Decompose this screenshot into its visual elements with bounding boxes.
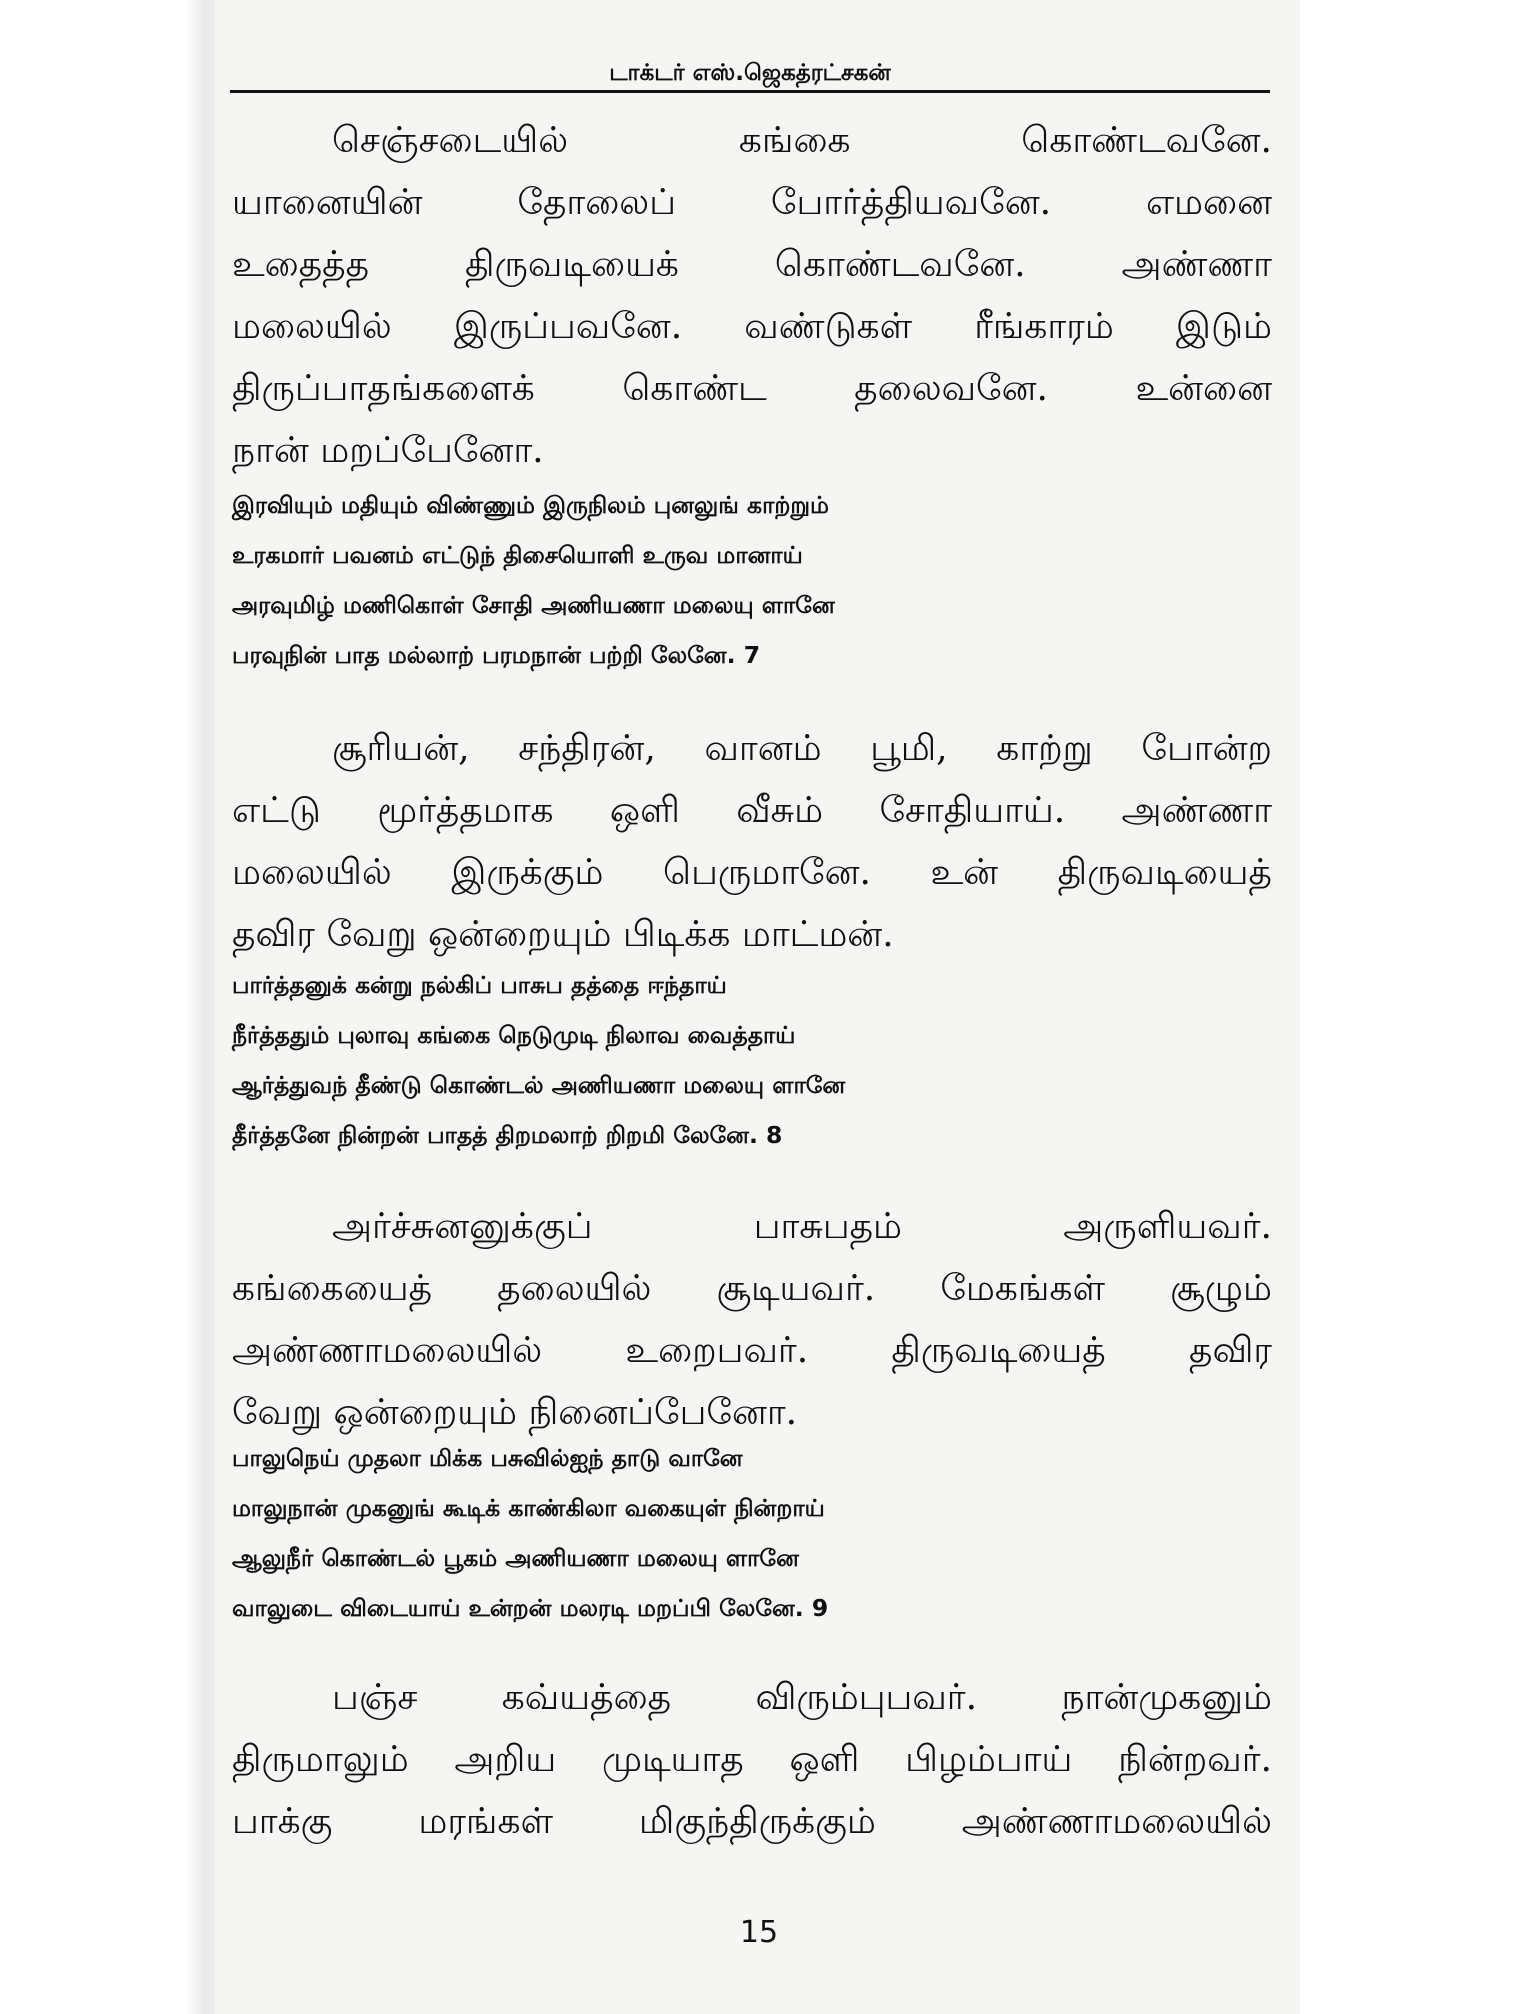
verse-line: வாலுடை விடையாய் உன்றன் மலரடி மறப்பி லேனே. 9 <box>232 1594 829 1622</box>
verse-line: பாலுநெய் முதலா மிக்க பசுவில்ஐந் தாடு வானே <box>232 1444 743 1472</box>
verse-stanza <box>232 960 1272 1160</box>
prose-line: நான் மறப்பேனோ. <box>232 430 544 471</box>
verse-line: இரவியும் மதியும் விண்ணும் இருநிலம் புனலுங் காற்றும் <box>232 491 829 519</box>
prose-line: அண்ணாமலையில் உறைபவர். திருவடியைத் தவிர <box>232 1330 1272 1371</box>
prose-line: வேறு ஒன்றையும் நினைப்பேனோ. <box>232 1392 798 1433</box>
verse-line: ஆர்த்துவந் தீண்டு கொண்டல் அணியணா மலையு ளானே <box>232 1071 846 1099</box>
running-header: டாக்டர் எஸ்.ஜெகத்ரட்சகன் <box>609 60 891 86</box>
verse-line: நீர்த்ததும் புலாவு கங்கை நெடுமுடி நிலாவ வைத்தாய் <box>232 1021 796 1049</box>
prose-line: பஞ்ச கவ்யத்தை விரும்புபவர். நான்முகனும் <box>332 1677 1272 1718</box>
prose-line: உதைத்த திருவடியைக் கொண்டவனே. அண்ணா <box>232 244 1272 285</box>
prose-line: யானையின் தோலைப் போர்த்தியவனே. எமனை <box>232 182 1272 223</box>
verse-line: பார்த்தனுக் கன்று நல்கிப் பாசுப தத்தை ஈந்தாய் <box>232 971 727 999</box>
verse-line: உரகமார் பவனம் எட்டுந் திசையொளி உருவ மானாய் <box>232 541 803 569</box>
prose-line: அர்ச்சுனனுக்குப் பாசுபதம் அருளியவர். <box>332 1206 1272 1247</box>
prose-line: திருப்பாதங்களைக் கொண்ட தலைவனே. உன்னை <box>232 368 1272 409</box>
prose-paragraph <box>232 1196 1272 1444</box>
verse-stanza <box>232 1433 1272 1633</box>
prose-line: திருமாலும் அறிய முடியாத ஒளி பிழம்பாய் நின்றவர். <box>232 1739 1272 1780</box>
verse-line: ஆலுநீர் கொண்டல் பூகம் அணியணா மலையு ளானே <box>232 1544 799 1572</box>
prose-line: செஞ்சடையில் கங்கை கொண்டவனே. <box>332 120 1272 161</box>
verse-line: தீர்த்தனே நின்றன் பாதத் திறமலாற் றிறமி லேனே. 8 <box>232 1121 783 1149</box>
prose-line: பாக்கு மரங்கள் மிகுந்திருக்கும் அண்ணாமலையில் <box>232 1801 1272 1842</box>
page-number: 15 <box>739 1915 779 1950</box>
prose-line: எட்டு மூர்த்தமாக ஒளி வீசும் சோதியாய். அண்ணா <box>232 790 1272 831</box>
header-rule <box>230 90 1270 93</box>
verse-stanza <box>232 480 1272 680</box>
prose-line: சூரியன், சந்திரன், வானம் பூமி, காற்று போன்ற <box>332 728 1272 769</box>
verse-line: அரவுமிழ் மணிகொள் சோதி அணியணா மலையு ளானே <box>232 591 835 619</box>
prose-paragraph <box>232 110 1272 482</box>
prose-line: கங்கையைத் தலையில் சூடியவர். மேகங்கள் சூழும் <box>232 1268 1272 1309</box>
prose-line: மலையில் இருக்கும் பெருமானே. உன் திருவடியைத் <box>232 852 1272 893</box>
prose-line: தவிர வேறு ஒன்றையும் பிடிக்க மாட்மன். <box>232 914 894 955</box>
prose-line: மலையில் இருப்பவனே. வண்டுகள் ரீங்காரம் இடும் <box>232 306 1272 347</box>
prose-paragraph <box>232 1667 1272 1853</box>
scan-shadow <box>0 0 230 2014</box>
verse-line: பரவுநின் பாத மல்லாற் பரமநான் பற்றி லேனே. 7 <box>232 641 761 669</box>
prose-paragraph <box>232 718 1272 966</box>
verse-line: மாலுநான் முகனுங் கூடிக் காண்கிலா வகையுள் நின்றாய் <box>232 1494 825 1522</box>
